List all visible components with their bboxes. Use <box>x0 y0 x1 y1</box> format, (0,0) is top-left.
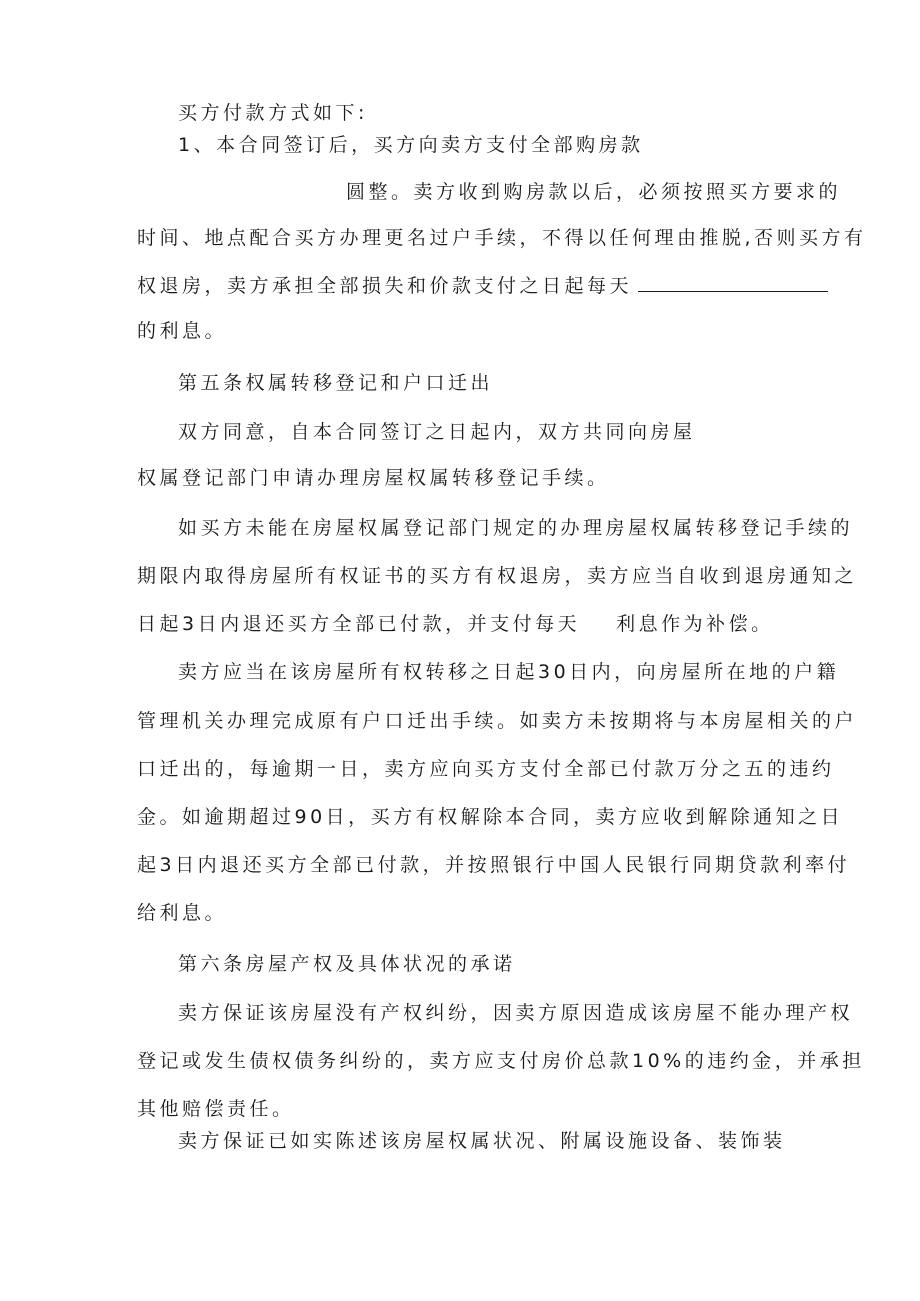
article-6-para-1-cont-b: 其他赔偿责任。 <box>137 1098 295 1120</box>
article-5-para-1: 双方同意，自本合同签订之日起内，双方共同向房屋 <box>178 421 696 443</box>
article-5-para-2-cont-b <box>137 612 774 636</box>
payment-clause-1-cont-c-text: 权退房，卖方承担全部损失和价款支付之日起每天 <box>137 275 633 297</box>
article-5-para-2-cont-b-text: 日起3日内退还买方全部已付款，并支付每天 <box>137 613 581 635</box>
payment-clause-1-cont-c <box>137 273 828 298</box>
article-5-para-3-cont-c: 金。如逾期超过90日，买方有权解除本合同，卖方应收到解除通知之日 <box>137 806 844 828</box>
article-5-para-3-cont-d: 起3日内退还买方全部已付款，并按照银行中国人民银行同期贷款利率付 <box>137 854 851 876</box>
article-6-para-1-cont-a: 登记或发生债权债务纠纷的，卖方应支付房价总款10%的违约金，并承担 <box>137 1050 865 1072</box>
article-5-para-3-cont-a: 管理机关办理完成原有户口迁出手续。如卖方未按期将与本房屋相关的户 <box>137 710 858 732</box>
article-6-title: 第六条房屋产权及具体状况的承诺 <box>178 953 516 975</box>
article-6-para-1: 卖方保证该房屋没有产权纠纷，因卖方原因造成该房屋不能办理产权 <box>178 1002 854 1024</box>
payment-clause-1: 1、本合同签订后，买方向卖方支付全部购房款 <box>178 134 644 156</box>
article-5-para-2-cont-b-tail: 利息作为补偿。 <box>616 613 774 635</box>
article-5-para-3: 卖方应当在该房屋所有权转移之日起30日内，向房屋所在地的户籍 <box>178 661 840 683</box>
article-5-para-2-cont-a: 期限内取得房屋所有权证书的买方有权退房，卖方应当自收到退房通知之 <box>137 565 858 587</box>
article-5-para-3-cont-e: 给利息。 <box>137 902 228 924</box>
payment-method-heading: 买方付款方式如下: <box>178 102 368 124</box>
payment-clause-1-cont-b: 时间、地点配合买方办理更名过户手续，不得以任何理由推脱,否则买方有 <box>137 227 867 249</box>
daily-rate-blank[interactable] <box>638 273 828 292</box>
article-6-para-2: 卖方保证已如实陈述该房屋权属状况、附属设施设备、装饰装 <box>178 1130 786 1152</box>
article-5-para-2: 如买方未能在房屋权属登记部门规定的办理房屋权属转移登记手续的 <box>178 517 854 539</box>
payment-clause-1-cont-a: 圆整。卖方收到购房款以后，必须按照买方要求的 <box>346 181 842 203</box>
article-5-para-1-cont: 权属登记部门申请办理房屋权属转移登记手续。 <box>137 467 610 489</box>
payment-clause-1-cont-d: 的利息。 <box>137 320 228 342</box>
article-5-title: 第五条权属转移登记和户口迁出 <box>178 372 494 394</box>
article-5-para-3-cont-b: 口迁出的，每逾期一日，卖方应向买方支付全部已付款万分之五的违约 <box>137 758 835 780</box>
